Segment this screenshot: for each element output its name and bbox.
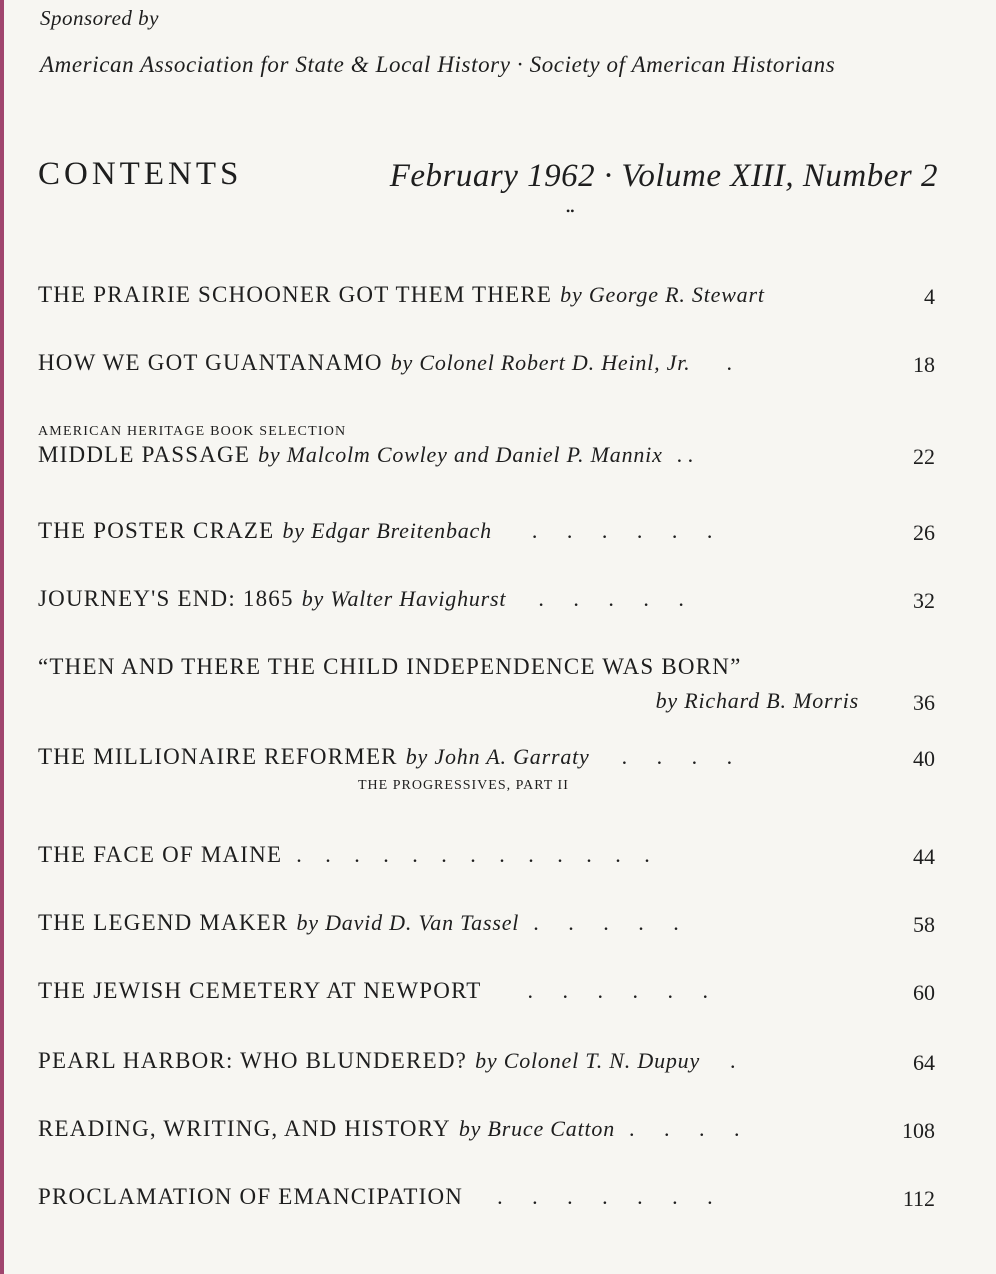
article-title: PROCLAMATION OF EMANCIPATION <box>38 1184 464 1209</box>
dot-leader: . . . . <box>629 1116 752 1141</box>
dot-leader: . <box>726 350 732 375</box>
article-title: THE PRAIRIE SCHOONER GOT THEM THERE <box>38 282 553 307</box>
toc-entry[interactable] <box>38 1184 935 1218</box>
dot-leader: . . <box>676 442 694 467</box>
toc-entry[interactable] <box>38 350 935 384</box>
toc-entry[interactable] <box>38 744 935 794</box>
toc-entry[interactable] <box>38 1116 935 1150</box>
article-title: READING, WRITING, AND HISTORY <box>38 1116 451 1141</box>
article-title: THE LEGEND MAKER <box>38 910 289 935</box>
page-number: 58 <box>913 912 935 937</box>
article-title: HOW WE GOT GUANTANAMO <box>38 350 383 375</box>
article-byline: by Malcolm Cowley and Daniel P. Mannix <box>258 442 663 467</box>
sponsor-label: Sponsored by <box>40 6 159 30</box>
article-byline: by Richard B. Morris <box>655 688 859 713</box>
dot-leader: . . . . . <box>533 910 691 935</box>
page-number: 64 <box>913 1050 935 1075</box>
ornament-dots: •• <box>566 204 575 218</box>
article-byline: by John A. Garraty <box>405 744 590 769</box>
article-byline: by Bruce Catton <box>458 1116 616 1141</box>
left-margin-rule <box>0 0 4 1274</box>
dot-leader: . . . . <box>621 744 745 769</box>
page-number: 60 <box>913 980 935 1005</box>
toc-entry[interactable] <box>38 842 935 876</box>
page-number: 26 <box>913 520 935 545</box>
dot-leader: . . . . . . <box>527 978 720 1003</box>
toc-entry[interactable] <box>38 424 935 476</box>
article-byline: by George R. Stewart <box>560 282 765 307</box>
page-number: 112 <box>902 1186 935 1211</box>
contents-heading: CONTENTS <box>38 156 243 192</box>
article-title: THE POSTER CRAZE <box>38 518 275 543</box>
toc-entry[interactable] <box>38 978 935 1012</box>
article-title: MIDDLE PASSAGE <box>38 442 251 467</box>
article-title: PEARL HARBOR: WHO BLUNDERED? <box>38 1048 468 1073</box>
page-number: 36 <box>913 690 935 715</box>
page-number: 44 <box>913 844 935 869</box>
issue-date-volume: February 1962 · Volume XIII, Number 2 <box>389 158 938 194</box>
page-number: 18 <box>913 352 935 377</box>
toc-entry[interactable] <box>38 586 935 620</box>
toc-entry[interactable] <box>38 910 935 944</box>
article-byline: by Walter Havighurst <box>301 586 507 611</box>
dot-leader: . <box>730 1048 736 1073</box>
article-byline: by David D. Van Tassel <box>296 910 520 935</box>
article-byline: by Colonel Robert D. Heinl, Jr. <box>390 350 691 375</box>
page-number: 32 <box>913 588 935 613</box>
dot-leader: . . . . . <box>538 586 696 611</box>
page-number: 22 <box>913 444 935 469</box>
toc-entry[interactable] <box>38 654 935 722</box>
article-title: THE FACE OF MAINE <box>38 842 283 867</box>
dot-leader: . . . . . . . . . . . . . <box>296 842 659 867</box>
article-title: “THEN AND THERE THE CHILD INDEPENDENCE WAS BORN” <box>38 654 742 679</box>
page-number: 40 <box>913 746 935 771</box>
article-title: THE JEWISH CEMETERY AT NEWPORT <box>38 978 482 1003</box>
page-number: 108 <box>902 1118 935 1143</box>
toc-entry[interactable] <box>38 518 935 552</box>
sponsor-organizations: American Association for State & Local History · Society of American Historians <box>40 52 836 77</box>
dot-leader: . . . . . . <box>531 518 725 543</box>
article-byline: by Edgar Breitenbach <box>282 518 492 543</box>
dot-leader: . . . . . . . <box>497 1184 725 1209</box>
page-number: 4 <box>924 284 935 309</box>
toc-entry[interactable] <box>38 282 935 316</box>
article-title: THE MILLIONAIRE REFORMER <box>38 744 398 769</box>
article-title: JOURNEY'S END: 1865 <box>38 586 294 611</box>
series-note: THE PROGRESSIVES, PART II <box>358 778 569 793</box>
article-byline: by Colonel T. N. Dupuy <box>475 1048 701 1073</box>
book-selection-tag: AMERICAN HERITAGE BOOK SELECTION <box>38 424 347 439</box>
toc-entry[interactable] <box>38 1048 935 1082</box>
